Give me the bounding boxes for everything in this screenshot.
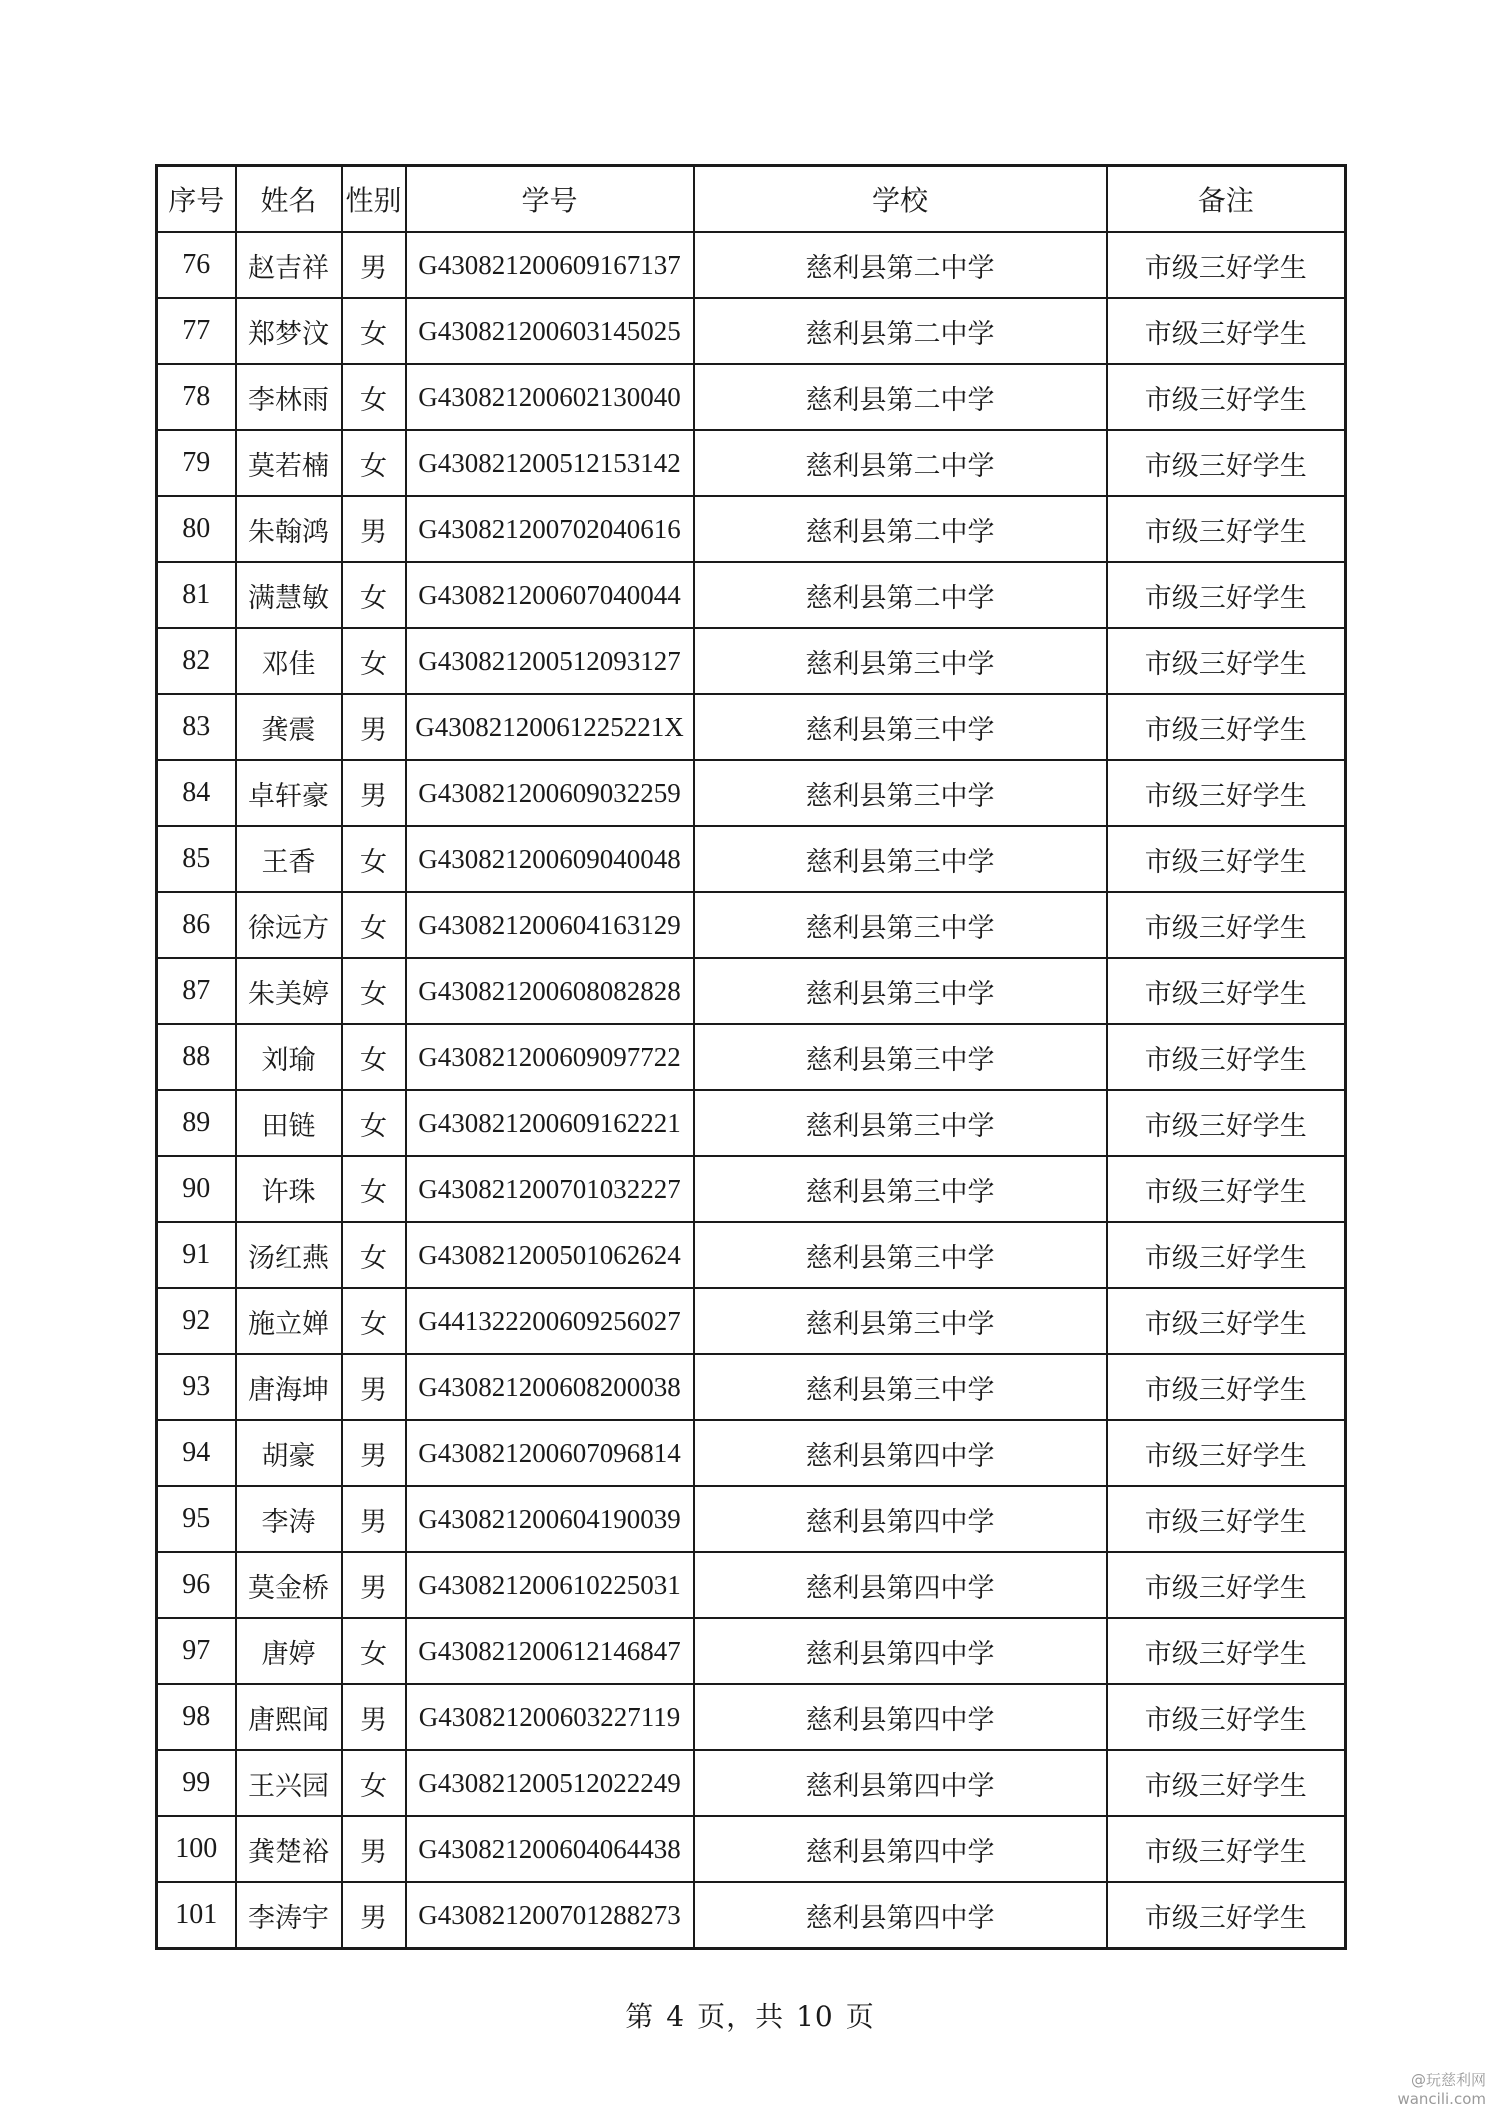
cell-remark: 市级三好学生 [1107, 826, 1346, 892]
table-header-row [157, 166, 1346, 233]
cell-name: 王兴园 [236, 1750, 342, 1816]
cell-student-id: G430821200604163129 [406, 892, 694, 958]
cell-gender: 男 [342, 1882, 406, 1949]
cell-school: 慈利县第四中学 [694, 1684, 1107, 1750]
header-gender: 性别 [342, 166, 406, 233]
cell-name: 李涛宇 [236, 1882, 342, 1949]
cell-student-id: G430821200610225031 [406, 1552, 694, 1618]
cell-remark: 市级三好学生 [1107, 694, 1346, 760]
cell-name: 胡豪 [236, 1420, 342, 1486]
cell-name: 莫金桥 [236, 1552, 342, 1618]
cell-gender: 女 [342, 1024, 406, 1090]
cell-remark: 市级三好学生 [1107, 1816, 1346, 1882]
cell-remark: 市级三好学生 [1107, 562, 1346, 628]
table-row [157, 1222, 1346, 1288]
cell-name: 汤红燕 [236, 1222, 342, 1288]
cell-seq: 87 [157, 958, 236, 1024]
cell-school: 慈利县第三中学 [694, 892, 1107, 958]
cell-gender: 女 [342, 1090, 406, 1156]
cell-seq: 96 [157, 1552, 236, 1618]
cell-school: 慈利县第二中学 [694, 562, 1107, 628]
cell-seq: 88 [157, 1024, 236, 1090]
cell-remark: 市级三好学生 [1107, 298, 1346, 364]
cell-name: 邓佳 [236, 628, 342, 694]
cell-name: 龚楚裕 [236, 1816, 342, 1882]
cell-student-id: G430821200608082828 [406, 958, 694, 1024]
cell-remark: 市级三好学生 [1107, 760, 1346, 826]
cell-seq: 99 [157, 1750, 236, 1816]
cell-remark: 市级三好学生 [1107, 628, 1346, 694]
table-row [157, 1816, 1346, 1882]
cell-seq: 101 [157, 1882, 236, 1949]
cell-name: 刘瑜 [236, 1024, 342, 1090]
table-row [157, 1090, 1346, 1156]
table-row [157, 430, 1346, 496]
cell-remark: 市级三好学生 [1107, 1486, 1346, 1552]
header-seq: 序号 [157, 166, 236, 233]
cell-gender: 男 [342, 760, 406, 826]
cell-remark: 市级三好学生 [1107, 1420, 1346, 1486]
table-row [157, 1552, 1346, 1618]
cell-seq: 93 [157, 1354, 236, 1420]
table-row [157, 1420, 1346, 1486]
cell-gender: 男 [342, 232, 406, 298]
watermark-line-2: wancili.com [1397, 2090, 1486, 2108]
cell-school: 慈利县第二中学 [694, 232, 1107, 298]
cell-seq: 77 [157, 298, 236, 364]
cell-name: 徐远方 [236, 892, 342, 958]
cell-remark: 市级三好学生 [1107, 430, 1346, 496]
cell-name: 满慧敏 [236, 562, 342, 628]
table-row [157, 1618, 1346, 1684]
cell-name: 唐海坤 [236, 1354, 342, 1420]
cell-name: 朱翰鸿 [236, 496, 342, 562]
cell-remark: 市级三好学生 [1107, 1222, 1346, 1288]
table-row [157, 1024, 1346, 1090]
cell-name: 田链 [236, 1090, 342, 1156]
cell-school: 慈利县第三中学 [694, 1288, 1107, 1354]
cell-name: 卓轩豪 [236, 760, 342, 826]
cell-seq: 82 [157, 628, 236, 694]
header-name: 姓名 [236, 166, 342, 233]
cell-school: 慈利县第四中学 [694, 1420, 1107, 1486]
header-student-id: 学号 [406, 166, 694, 233]
footer-suffix: 页 [845, 2000, 875, 2033]
cell-name: 李林雨 [236, 364, 342, 430]
header-remark: 备注 [1107, 166, 1346, 233]
cell-student-id: G430821200609162221 [406, 1090, 694, 1156]
cell-name: 唐婷 [236, 1618, 342, 1684]
table-row [157, 232, 1346, 298]
cell-student-id: G430821200702040616 [406, 496, 694, 562]
cell-name: 李涛 [236, 1486, 342, 1552]
cell-seq: 95 [157, 1486, 236, 1552]
watermark-line-1: @玩慈利网 [1410, 2071, 1486, 2089]
cell-seq: 81 [157, 562, 236, 628]
cell-school: 慈利县第四中学 [694, 1486, 1107, 1552]
cell-seq: 85 [157, 826, 236, 892]
cell-student-id: G43082120061225221X [406, 694, 694, 760]
cell-gender: 男 [342, 1816, 406, 1882]
cell-gender: 女 [342, 1618, 406, 1684]
table-row [157, 496, 1346, 562]
table-row [157, 1156, 1346, 1222]
table-row [157, 1750, 1346, 1816]
cell-school: 慈利县第三中学 [694, 1090, 1107, 1156]
cell-school: 慈利县第三中学 [694, 760, 1107, 826]
table-body [157, 232, 1346, 1949]
cell-student-id: G430821200609040048 [406, 826, 694, 892]
footer-total-pages: 10 [796, 2000, 834, 2033]
cell-student-id: G430821200602130040 [406, 364, 694, 430]
cell-name: 施立婵 [236, 1288, 342, 1354]
cell-remark: 市级三好学生 [1107, 1882, 1346, 1949]
table-row [157, 958, 1346, 1024]
footer-page-number: 4 [666, 2000, 686, 2033]
cell-gender: 男 [342, 496, 406, 562]
cell-remark: 市级三好学生 [1107, 1750, 1346, 1816]
cell-remark: 市级三好学生 [1107, 1552, 1346, 1618]
cell-school: 慈利县第三中学 [694, 958, 1107, 1024]
cell-gender: 女 [342, 1222, 406, 1288]
cell-school: 慈利县第二中学 [694, 430, 1107, 496]
cell-seq: 97 [157, 1618, 236, 1684]
cell-seq: 92 [157, 1288, 236, 1354]
cell-student-id: G441322200609256027 [406, 1288, 694, 1354]
cell-gender: 男 [342, 694, 406, 760]
cell-student-id: G430821200612146847 [406, 1618, 694, 1684]
cell-seq: 79 [157, 430, 236, 496]
cell-gender: 男 [342, 1684, 406, 1750]
cell-seq: 98 [157, 1684, 236, 1750]
cell-gender: 男 [342, 1486, 406, 1552]
cell-school: 慈利县第四中学 [694, 1882, 1107, 1949]
cell-seq: 76 [157, 232, 236, 298]
page-footer [0, 1995, 1500, 2035]
cell-student-id: G430821200512153142 [406, 430, 694, 496]
cell-name: 唐熙闻 [236, 1684, 342, 1750]
cell-remark: 市级三好学生 [1107, 364, 1346, 430]
cell-seq: 89 [157, 1090, 236, 1156]
cell-school: 慈利县第三中学 [694, 628, 1107, 694]
header-school: 学校 [694, 166, 1107, 233]
cell-seq: 80 [157, 496, 236, 562]
cell-remark: 市级三好学生 [1107, 232, 1346, 298]
cell-remark: 市级三好学生 [1107, 1090, 1346, 1156]
table-row [157, 1684, 1346, 1750]
cell-student-id: G430821200512022249 [406, 1750, 694, 1816]
cell-name: 赵吉祥 [236, 232, 342, 298]
cell-student-id: G430821200607040044 [406, 562, 694, 628]
cell-school: 慈利县第三中学 [694, 1354, 1107, 1420]
cell-school: 慈利县第三中学 [694, 1222, 1107, 1288]
cell-gender: 女 [342, 892, 406, 958]
cell-seq: 78 [157, 364, 236, 430]
cell-name: 朱美婷 [236, 958, 342, 1024]
table-row [157, 892, 1346, 958]
table-row [157, 1882, 1346, 1949]
cell-gender: 女 [342, 1288, 406, 1354]
cell-gender: 女 [342, 1156, 406, 1222]
cell-school: 慈利县第三中学 [694, 1156, 1107, 1222]
cell-name: 郑梦汶 [236, 298, 342, 364]
cell-student-id: G430821200512093127 [406, 628, 694, 694]
table-row [157, 1288, 1346, 1354]
cell-school: 慈利县第三中学 [694, 694, 1107, 760]
cell-gender: 男 [342, 1420, 406, 1486]
table-row [157, 826, 1346, 892]
cell-gender: 女 [342, 1750, 406, 1816]
cell-school: 慈利县第三中学 [694, 826, 1107, 892]
table-row [157, 364, 1346, 430]
cell-school: 慈利县第二中学 [694, 496, 1107, 562]
cell-student-id: G430821200604064438 [406, 1816, 694, 1882]
cell-remark: 市级三好学生 [1107, 1618, 1346, 1684]
cell-gender: 女 [342, 364, 406, 430]
cell-gender: 女 [342, 298, 406, 364]
table-row [157, 298, 1346, 364]
student-roster-table [155, 164, 1347, 1950]
cell-name: 王香 [236, 826, 342, 892]
cell-school: 慈利县第四中学 [694, 1618, 1107, 1684]
cell-school: 慈利县第四中学 [694, 1552, 1107, 1618]
cell-school: 慈利县第二中学 [694, 364, 1107, 430]
cell-school: 慈利县第二中学 [694, 298, 1107, 364]
cell-gender: 女 [342, 430, 406, 496]
cell-gender: 女 [342, 628, 406, 694]
cell-student-id: G430821200603227119 [406, 1684, 694, 1750]
cell-seq: 84 [157, 760, 236, 826]
cell-remark: 市级三好学生 [1107, 958, 1346, 1024]
cell-seq: 86 [157, 892, 236, 958]
cell-remark: 市级三好学生 [1107, 1156, 1346, 1222]
cell-remark: 市级三好学生 [1107, 496, 1346, 562]
cell-gender: 女 [342, 826, 406, 892]
cell-name: 龚震 [236, 694, 342, 760]
table-row [157, 562, 1346, 628]
cell-seq: 90 [157, 1156, 236, 1222]
table-row [157, 760, 1346, 826]
cell-student-id: G430821200701288273 [406, 1882, 694, 1949]
cell-student-id: G430821200608200038 [406, 1354, 694, 1420]
cell-school: 慈利县第四中学 [694, 1816, 1107, 1882]
cell-gender: 男 [342, 1354, 406, 1420]
cell-student-id: G430821200609032259 [406, 760, 694, 826]
cell-school: 慈利县第三中学 [694, 1024, 1107, 1090]
footer-mid: 页，共 [697, 2000, 785, 2033]
table-row [157, 694, 1346, 760]
table-row [157, 1354, 1346, 1420]
cell-student-id: G430821200609097722 [406, 1024, 694, 1090]
cell-gender: 女 [342, 562, 406, 628]
cell-remark: 市级三好学生 [1107, 892, 1346, 958]
site-watermark [1397, 2071, 1486, 2109]
table-row [157, 1486, 1346, 1552]
cell-remark: 市级三好学生 [1107, 1684, 1346, 1750]
cell-student-id: G430821200701032227 [406, 1156, 694, 1222]
footer-prefix: 第 [625, 2000, 655, 2033]
cell-student-id: G430821200603145025 [406, 298, 694, 364]
cell-seq: 94 [157, 1420, 236, 1486]
cell-student-id: G430821200609167137 [406, 232, 694, 298]
cell-student-id: G430821200501062624 [406, 1222, 694, 1288]
cell-student-id: G430821200604190039 [406, 1486, 694, 1552]
cell-remark: 市级三好学生 [1107, 1288, 1346, 1354]
cell-seq: 100 [157, 1816, 236, 1882]
cell-remark: 市级三好学生 [1107, 1024, 1346, 1090]
cell-school: 慈利县第四中学 [694, 1750, 1107, 1816]
cell-student-id: G430821200607096814 [406, 1420, 694, 1486]
cell-seq: 83 [157, 694, 236, 760]
cell-gender: 女 [342, 958, 406, 1024]
cell-gender: 男 [342, 1552, 406, 1618]
cell-name: 莫若楠 [236, 430, 342, 496]
cell-name: 许珠 [236, 1156, 342, 1222]
cell-seq: 91 [157, 1222, 236, 1288]
table-row [157, 628, 1346, 694]
cell-remark: 市级三好学生 [1107, 1354, 1346, 1420]
